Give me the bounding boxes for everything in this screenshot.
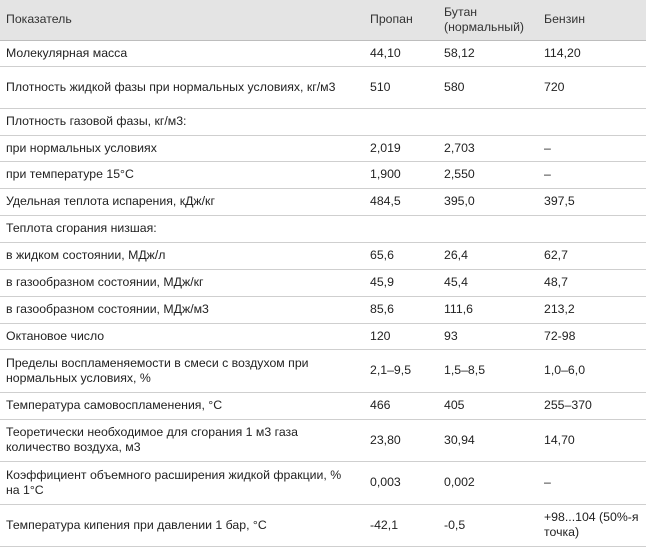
table-row (0, 349, 646, 392)
butane-cell: 0,002 (438, 461, 538, 504)
butane-cell: 111,6 (438, 296, 538, 323)
gasoline-cell: – (538, 461, 646, 504)
table-row (0, 40, 646, 66)
propane-cell: 0,003 (364, 461, 438, 504)
row-label: в газообразном состоянии, МДж/м3 (0, 296, 364, 323)
propane-cell: 1,900 (364, 161, 438, 188)
gasoline-cell (538, 108, 646, 135)
row-label: Октановое число (0, 323, 364, 349)
row-label: Молекулярная масса (0, 40, 364, 66)
header-gasoline: Бензин (538, 0, 646, 40)
propane-cell: 65,6 (364, 242, 438, 269)
butane-cell: 395,0 (438, 188, 538, 215)
butane-cell: 2,550 (438, 161, 538, 188)
gasoline-cell: 48,7 (538, 269, 646, 296)
butane-cell: 1,5–8,5 (438, 349, 538, 392)
gasoline-cell: 1,0–6,0 (538, 349, 646, 392)
row-label: в жидком состоянии, МДж/л (0, 242, 364, 269)
butane-cell: 93 (438, 323, 538, 349)
gasoline-cell: 14,70 (538, 419, 646, 461)
table-row (0, 188, 646, 215)
gasoline-cell: – (538, 161, 646, 188)
row-label: Температура самовоспламенения, °С (0, 392, 364, 419)
row-label: Коэффициент объемного расширения жидкой фракции, % на 1°С (0, 461, 364, 504)
table-row (0, 108, 646, 135)
table-header (0, 0, 646, 40)
propane-cell: 510 (364, 66, 438, 108)
row-label: Теплота сгорания низшая: (0, 215, 364, 242)
propane-cell: 44,10 (364, 40, 438, 66)
gasoline-cell (538, 215, 646, 242)
table-row (0, 242, 646, 269)
table-body (0, 40, 646, 546)
table-row (0, 504, 646, 546)
butane-cell (438, 108, 538, 135)
table-row (0, 269, 646, 296)
butane-cell: 58,12 (438, 40, 538, 66)
butane-cell: 580 (438, 66, 538, 108)
propane-cell: 85,6 (364, 296, 438, 323)
row-label: при нормальных условиях (0, 135, 364, 161)
table-row (0, 161, 646, 188)
table-row (0, 419, 646, 461)
butane-cell: -0,5 (438, 504, 538, 546)
header-propane: Пропан (364, 0, 438, 40)
header-row (0, 0, 646, 40)
row-label: Теоретически необходимое для сгорания 1 м3 газа количество воздуха, м3 (0, 419, 364, 461)
butane-cell: 45,4 (438, 269, 538, 296)
gasoline-cell: 213,2 (538, 296, 646, 323)
butane-cell (438, 215, 538, 242)
propane-cell: 45,9 (364, 269, 438, 296)
propane-cell: 466 (364, 392, 438, 419)
row-label: Удельная теплота испарения, кДж/кг (0, 188, 364, 215)
row-label: в газообразном состоянии, МДж/кг (0, 269, 364, 296)
table-row (0, 135, 646, 161)
gasoline-cell: 62,7 (538, 242, 646, 269)
table-row (0, 392, 646, 419)
table-row (0, 296, 646, 323)
gasoline-cell: 720 (538, 66, 646, 108)
table-row (0, 66, 646, 108)
row-label: Температура кипения при давлении 1 бар, °С (0, 504, 364, 546)
gasoline-cell: 397,5 (538, 188, 646, 215)
propane-cell (364, 108, 438, 135)
row-label: Плотность жидкой фазы при нормальных условиях, кг/м3 (0, 66, 364, 108)
propane-cell: 120 (364, 323, 438, 349)
gasoline-cell: +98...104 (50%-я точка) (538, 504, 646, 546)
propane-cell: 23,80 (364, 419, 438, 461)
butane-cell: 405 (438, 392, 538, 419)
propane-cell: 2,1–9,5 (364, 349, 438, 392)
propane-cell: -42,1 (364, 504, 438, 546)
table-row (0, 323, 646, 349)
row-label: Пределы воспламеняемости в смеси с воздухом при нормальных условиях, % (0, 349, 364, 392)
gasoline-cell: 72-98 (538, 323, 646, 349)
table-row (0, 461, 646, 504)
propane-cell: 2,019 (364, 135, 438, 161)
gasoline-cell: 255–370 (538, 392, 646, 419)
header-indicator: Показатель (0, 0, 364, 40)
table-row (0, 215, 646, 242)
row-label: Плотность газовой фазы, кг/м3: (0, 108, 364, 135)
butane-cell: 26,4 (438, 242, 538, 269)
butane-cell: 2,703 (438, 135, 538, 161)
propane-cell (364, 215, 438, 242)
propane-cell: 484,5 (364, 188, 438, 215)
header-butane: Бутан (нормальный) (438, 0, 538, 40)
gasoline-cell: 114,20 (538, 40, 646, 66)
gasoline-cell: – (538, 135, 646, 161)
butane-cell: 30,94 (438, 419, 538, 461)
row-label: при температуре 15°С (0, 161, 364, 188)
